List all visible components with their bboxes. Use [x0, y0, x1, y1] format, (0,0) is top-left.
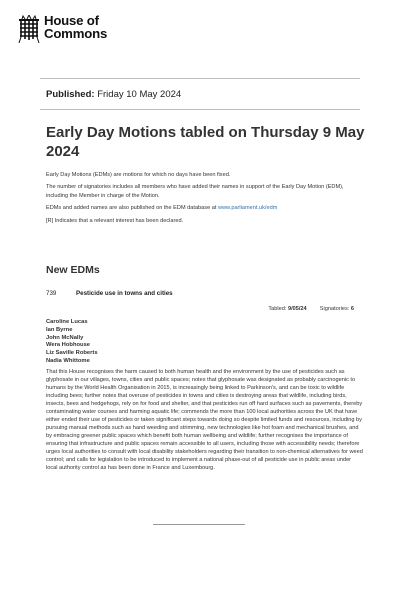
logo-line-2: Commons: [44, 26, 108, 41]
edm-title: Pesticide use in towns and cities: [76, 290, 173, 297]
intro-paragraph-4: [R] Indicates that a relevant interest has been declared.: [46, 217, 184, 224]
tabled-label: Tabled:: [268, 306, 287, 312]
house-of-commons-logo: [18, 14, 107, 45]
signatory: Liz Saville Roberts: [46, 350, 98, 357]
edm-meta: [268, 306, 354, 312]
page-title: Early Day Motions tabled on Thursday 9 May 2024: [46, 124, 365, 160]
portcullis-icon: [18, 15, 40, 45]
logo-line-1: House of: [44, 13, 99, 28]
signatory: Ian Byrne: [46, 326, 73, 333]
intro-paragraph-3-text: EDMs and added names are also published on the EDM database at: [46, 205, 218, 212]
divider-bottom: [40, 109, 360, 110]
edm-number: 739: [46, 290, 57, 297]
edm-database-link[interactable]: www.parliament.uk/edm: [217, 205, 278, 212]
intro-paragraph-2: The number of signatories includes all members who have added their names in support of the Early Day Motion (EDM), including the Member in charge of the Motion.: [46, 184, 344, 199]
tabled-date: 9/05/24: [287, 306, 307, 312]
section-heading: New EDMs: [46, 264, 100, 276]
published-date: Friday 10 May 2024: [97, 89, 182, 100]
signatories-list: [46, 319, 98, 366]
signatories-count: 6: [350, 306, 354, 312]
signatory: Wera Hobhouse: [46, 342, 91, 349]
publication-line: [46, 89, 181, 100]
signatory: John McNally: [46, 334, 84, 341]
divider-top: [40, 78, 360, 79]
motion-text: That this House recognises the harm caused to both human health and the environment by the use of pesticides such as glyphosate in our villages, towns, cities and public spaces; notes that glyphosate was designated as probably carcinogenic to humans by the World Health Organisation in 2015, is increasingly being linked to Parkinson's, and can be toxic to wildlife including bees; further notes that overuse of pesticides in towns and cities is destroying areas that wildlife, including birds, insects, bees and hedgehogs, rely on for food and shelter, and that pesticides run off hard surfaces such as pavements, thereby contaminating water courses and harming aquatic life; commends the more than 100 local authorities across the UK that have either ended their use of pesticides or taken significant steps towards doing so despite limited funds and resources, including by pursuing manual methods such as hand weeding and strimming, new technologies like hot foam and mechanical brushes, and by embracing greener public spaces which benefit both human wellbeing and wildlife; further recognises the importance of ensuring that infrastructure and public spaces remain accessible to all users, including those with accessibility needs; therefore urges local authorities to consult with local disability stakeholders regarding their transition to non-chemical alternatives for weed control; and calls for legislation to be introduced to implement a national phase-out of all pesticide use in public areas under local authority control as has been done in France and Luxembourg.: [46, 369, 363, 471]
signatory: Caroline Lucas: [46, 319, 88, 325]
end-divider: [153, 524, 245, 525]
logo-wordmark: [44, 14, 107, 40]
signatories-label: Signatories:: [319, 306, 350, 312]
published-label: Published:: [46, 89, 95, 100]
signatory: Nadia Whittome: [46, 357, 90, 364]
intro-notes: [46, 171, 364, 229]
intro-paragraph-3: [46, 204, 364, 212]
intro-paragraph-1: Early Day Motions (EDMs) are motions for which no days have been fixed.: [46, 172, 231, 178]
